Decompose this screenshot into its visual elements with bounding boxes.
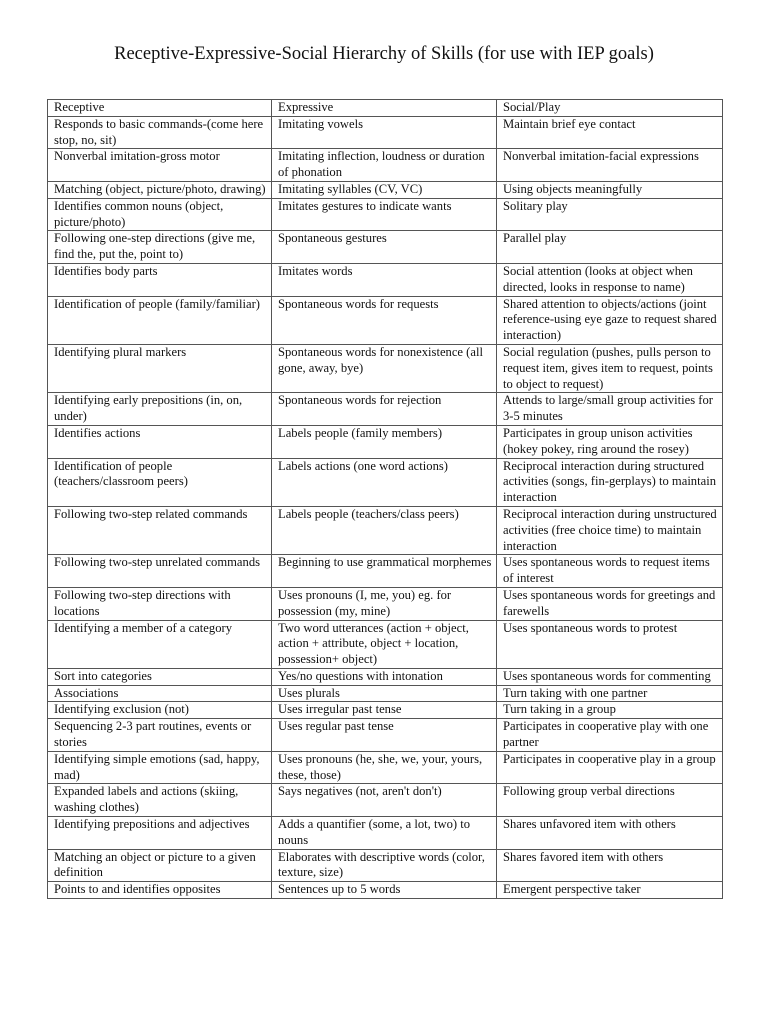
social-play-cell: Shares unfavored item with others bbox=[497, 817, 723, 850]
table-row bbox=[48, 849, 723, 882]
table-row bbox=[48, 181, 723, 198]
expressive-cell: Imitates words bbox=[272, 263, 497, 296]
social-play-cell: Shares favored item with others bbox=[497, 849, 723, 882]
table-row bbox=[48, 116, 723, 149]
expressive-cell: Two word utterances (action + object, action + attribute, object + location, possession+ object) bbox=[272, 620, 497, 668]
receptive-cell: Associations bbox=[48, 685, 272, 702]
expressive-cell: Says negatives (not, aren't don't) bbox=[272, 784, 497, 817]
header-receptive: Receptive bbox=[48, 100, 272, 117]
receptive-cell: Identifying simple emotions (sad, happy, mad) bbox=[48, 751, 272, 784]
header-expressive: Expressive bbox=[272, 100, 497, 117]
expressive-cell: Adds a quantifier (some, a lot, two) to nouns bbox=[272, 817, 497, 850]
expressive-cell: Labels people (family members) bbox=[272, 425, 497, 458]
table-row bbox=[48, 587, 723, 620]
expressive-cell: Spontaneous gestures bbox=[272, 231, 497, 264]
table-row bbox=[48, 149, 723, 182]
social-play-cell: Reciprocal interaction during structured activities (songs, fin-gerplays) to maintain interaction bbox=[497, 458, 723, 506]
receptive-cell: Identification of people (family/familiar) bbox=[48, 296, 272, 344]
social-play-cell: Uses spontaneous words to protest bbox=[497, 620, 723, 668]
expressive-cell: Uses pronouns (he, she, we, your, yours, these, those) bbox=[272, 751, 497, 784]
expressive-cell: Sentences up to 5 words bbox=[272, 882, 497, 899]
receptive-cell: Matching an object or picture to a given definition bbox=[48, 849, 272, 882]
table-row bbox=[48, 425, 723, 458]
table-row bbox=[48, 702, 723, 719]
receptive-cell: Nonverbal imitation-gross motor bbox=[48, 149, 272, 182]
receptive-cell: Points to and identifies opposites bbox=[48, 882, 272, 899]
social-play-cell: Participates in cooperative play in a group bbox=[497, 751, 723, 784]
table-row bbox=[48, 751, 723, 784]
header-row bbox=[48, 100, 723, 117]
table-row bbox=[48, 198, 723, 231]
social-play-cell: Using objects meaningfully bbox=[497, 181, 723, 198]
social-play-cell: Participates in group unison activities (hokey pokey, ring around the rosey) bbox=[497, 425, 723, 458]
social-play-cell: Nonverbal imitation-facial expressions bbox=[497, 149, 723, 182]
receptive-cell: Identifying early prepositions (in, on, under) bbox=[48, 393, 272, 426]
table-row bbox=[48, 296, 723, 344]
receptive-cell: Identifying plural markers bbox=[48, 344, 272, 392]
receptive-cell: Identifying a member of a category bbox=[48, 620, 272, 668]
receptive-cell: Identifies common nouns (object, picture/photo) bbox=[48, 198, 272, 231]
header-social-play: Social/Play bbox=[497, 100, 723, 117]
receptive-cell: Responds to basic commands-(come here stop, no, sit) bbox=[48, 116, 272, 149]
expressive-cell: Spontaneous words for rejection bbox=[272, 393, 497, 426]
expressive-cell: Uses regular past tense bbox=[272, 719, 497, 752]
expressive-cell: Beginning to use grammatical morphemes bbox=[272, 555, 497, 588]
social-play-cell: Turn taking with one partner bbox=[497, 685, 723, 702]
social-play-cell: Participates in cooperative play with one partner bbox=[497, 719, 723, 752]
table-row bbox=[48, 668, 723, 685]
expressive-cell: Imitating vowels bbox=[272, 116, 497, 149]
expressive-cell: Uses irregular past tense bbox=[272, 702, 497, 719]
social-play-cell: Turn taking in a group bbox=[497, 702, 723, 719]
social-play-cell: Social attention (looks at object when directed, looks in response to name) bbox=[497, 263, 723, 296]
receptive-cell: Sort into categories bbox=[48, 668, 272, 685]
expressive-cell: Spontaneous words for requests bbox=[272, 296, 497, 344]
expressive-cell: Uses pronouns (I, me, you) eg. for possession (my, mine) bbox=[272, 587, 497, 620]
social-play-cell: Emergent perspective taker bbox=[497, 882, 723, 899]
social-play-cell: Solitary play bbox=[497, 198, 723, 231]
receptive-cell: Identifying prepositions and adjectives bbox=[48, 817, 272, 850]
table-row bbox=[48, 784, 723, 817]
table-body bbox=[48, 116, 723, 898]
receptive-cell: Identification of people (teachers/classroom peers) bbox=[48, 458, 272, 506]
receptive-cell: Identifying exclusion (not) bbox=[48, 702, 272, 719]
table-row bbox=[48, 685, 723, 702]
receptive-cell: Identifies body parts bbox=[48, 263, 272, 296]
table-row bbox=[48, 458, 723, 506]
expressive-cell: Imitates gestures to indicate wants bbox=[272, 198, 497, 231]
expressive-cell: Yes/no questions with intonation bbox=[272, 668, 497, 685]
table-row bbox=[48, 719, 723, 752]
expressive-cell: Imitating inflection, loudness or duration of phonation bbox=[272, 149, 497, 182]
expressive-cell: Labels actions (one word actions) bbox=[272, 458, 497, 506]
social-play-cell: Parallel play bbox=[497, 231, 723, 264]
social-play-cell: Uses spontaneous words for greetings and farewells bbox=[497, 587, 723, 620]
table-row bbox=[48, 555, 723, 588]
receptive-cell: Matching (object, picture/photo, drawing) bbox=[48, 181, 272, 198]
social-play-cell: Social regulation (pushes, pulls person to request item, gives item to request, points to object to request) bbox=[497, 344, 723, 392]
social-play-cell: Attends to large/small group activities for 3-5 minutes bbox=[497, 393, 723, 426]
table-row bbox=[48, 263, 723, 296]
expressive-cell: Labels people (teachers/class peers) bbox=[272, 506, 497, 554]
receptive-cell: Following one-step directions (give me, find the, put the, point to) bbox=[48, 231, 272, 264]
social-play-cell: Uses spontaneous words to request items of interest bbox=[497, 555, 723, 588]
table-row bbox=[48, 506, 723, 554]
social-play-cell: Reciprocal interaction during unstructured activities (free choice time) to maintain interaction bbox=[497, 506, 723, 554]
receptive-cell: Following two-step unrelated commands bbox=[48, 555, 272, 588]
social-play-cell: Following group verbal directions bbox=[497, 784, 723, 817]
social-play-cell: Shared attention to objects/actions (joint reference-using eye gaze to request shared interaction) bbox=[497, 296, 723, 344]
receptive-cell: Sequencing 2-3 part routines, events or stories bbox=[48, 719, 272, 752]
document-title: Receptive-Expressive-Social Hierarchy of Skills (for use with IEP goals) bbox=[114, 44, 654, 64]
social-play-cell: Maintain brief eye contact bbox=[497, 116, 723, 149]
table-row bbox=[48, 231, 723, 264]
receptive-cell: Expanded labels and actions (skiing, washing clothes) bbox=[48, 784, 272, 817]
table-row bbox=[48, 393, 723, 426]
table-row bbox=[48, 882, 723, 899]
expressive-cell: Spontaneous words for nonexistence (all gone, away, bye) bbox=[272, 344, 497, 392]
expressive-cell: Uses plurals bbox=[272, 685, 497, 702]
receptive-cell: Following two-step related commands bbox=[48, 506, 272, 554]
expressive-cell: Imitating syllables (CV, VC) bbox=[272, 181, 497, 198]
receptive-cell: Identifies actions bbox=[48, 425, 272, 458]
skills-table bbox=[47, 99, 723, 899]
social-play-cell: Uses spontaneous words for commenting bbox=[497, 668, 723, 685]
receptive-cell: Following two-step directions with locations bbox=[48, 587, 272, 620]
table-row bbox=[48, 620, 723, 668]
expressive-cell: Elaborates with descriptive words (color, texture, size) bbox=[272, 849, 497, 882]
table-row bbox=[48, 344, 723, 392]
table-row bbox=[48, 817, 723, 850]
